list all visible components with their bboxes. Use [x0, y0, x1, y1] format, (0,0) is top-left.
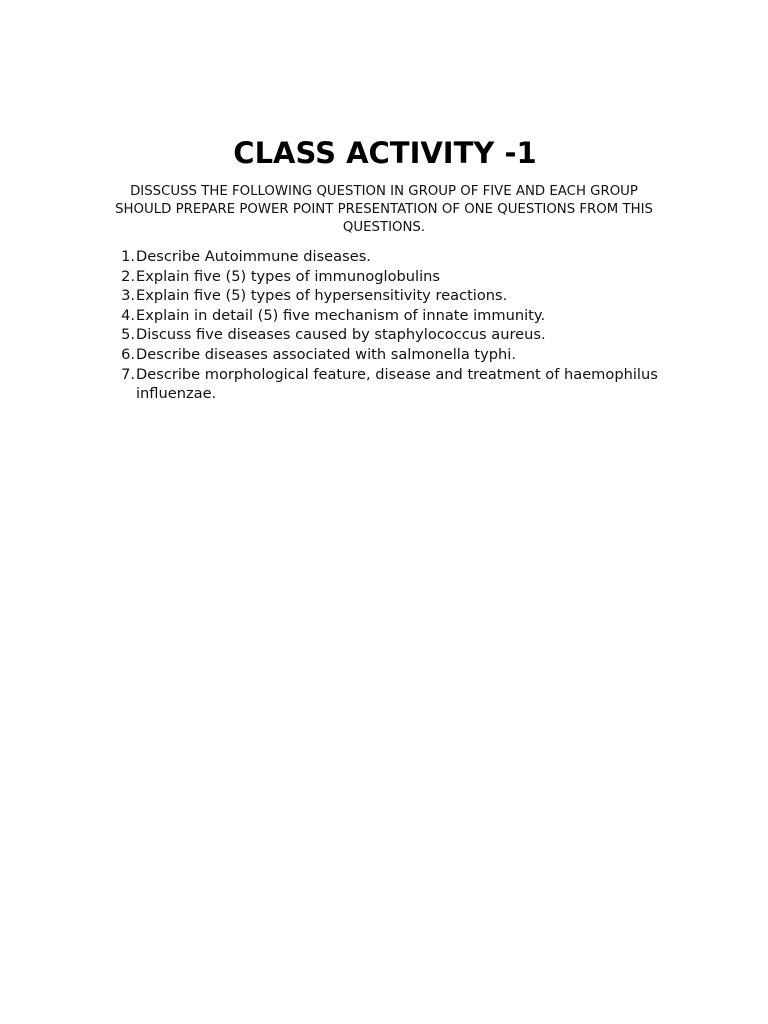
- question-text: Explain five (5) types of immunoglobulins: [136, 267, 441, 285]
- list-item: [104, 345, 684, 365]
- instructions-paragraph: DISSCUSS THE FOLLOWING QUESTION IN GROUP OF FIVE AND EACH GROUP SHOULD PREPARE POWER POINT PRESENTATION OF ONE QUESTIONS FROM THIS QUESTIONS.: [115, 184, 653, 236]
- list-item: [104, 247, 684, 267]
- list-item: [104, 306, 684, 326]
- list-item: [104, 286, 684, 306]
- question-number: 4.: [121, 306, 135, 324]
- question-number: 1.: [121, 248, 135, 265]
- question-text: Discuss five diseases caused by staphylococcus aureus.: [136, 326, 546, 344]
- question-text: Explain in detail (5) five mechanism of innate immunity.: [136, 306, 546, 324]
- list-item: [104, 365, 684, 404]
- question-text: Describe morphological feature, disease and treatment of haemophilus influenzae.: [136, 365, 658, 403]
- question-text: Explain five (5) types of hypersensitivity reactions.: [136, 287, 508, 305]
- page-title: CLASS ACTIVITY -1: [233, 136, 537, 170]
- question-number: 5.: [121, 326, 135, 344]
- question-text: Describe Autoimmune diseases.: [136, 248, 371, 265]
- question-number: 2.: [121, 267, 135, 285]
- question-list: [104, 247, 684, 404]
- question-number: 3.: [121, 287, 135, 305]
- list-item: [104, 267, 684, 287]
- question-number: 7.: [121, 365, 135, 383]
- question-number: 6.: [121, 345, 135, 363]
- list-item: [104, 325, 684, 345]
- question-text: Describe diseases associated with salmonella typhi.: [136, 345, 516, 363]
